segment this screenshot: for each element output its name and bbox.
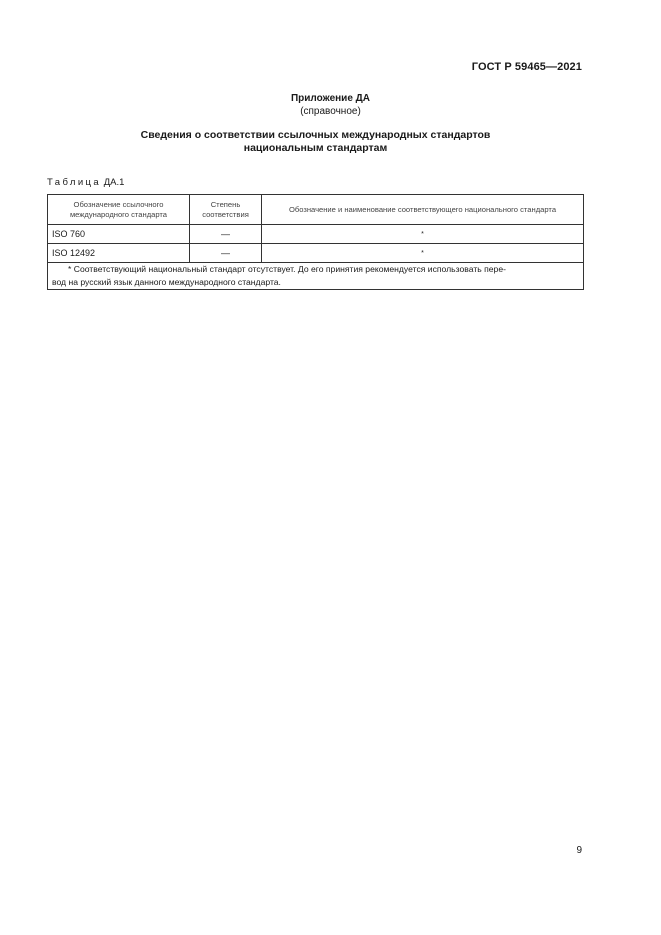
table-footnote [48,263,584,290]
column-header-international-standard: Обозначение ссылочного международного стандарта [48,195,190,225]
cell-national-standard: * [262,244,584,263]
table-row [48,244,584,263]
appendix-heading [0,92,661,118]
document-standard-code: ГОСТ Р 59465—2021 [471,61,582,73]
cell-correspondence-degree: — [190,225,262,244]
table-header-row [48,195,584,225]
correspondence-table [47,194,584,290]
cell-international-standard: ISO 760 [48,225,190,244]
column-header-correspondence-degree: Степень соответствия [190,195,262,225]
page-number: 9 [576,845,582,856]
footnote-line-2: вод на русский язык данного международного стандарта. [52,277,281,287]
column-header-national-standard: Обозначение и наименование соответствующего национального стандарта [262,195,584,225]
table-caption-number: ДА.1 [103,177,125,188]
section-title-line-2: национальным стандартам [243,142,388,154]
cell-international-standard: ISO 12492 [48,244,190,263]
table-row [48,225,584,244]
appendix-subtitle: (справочное) [300,106,361,117]
table-caption [47,177,124,188]
table-footnote-row [48,263,584,290]
cell-correspondence-degree: — [190,244,262,263]
footnote-line-1: * Соответствующий национальный стандарт отсутствует. До его принятия рекомендуется использовать пере- [68,264,506,274]
section-title [0,129,631,155]
cell-national-standard: * [262,225,584,244]
table-caption-word: Таблица [47,177,102,188]
section-title-line-1: Сведения о соответствии ссылочных международных стандартов [140,129,491,141]
appendix-title: Приложение ДА [290,93,371,104]
